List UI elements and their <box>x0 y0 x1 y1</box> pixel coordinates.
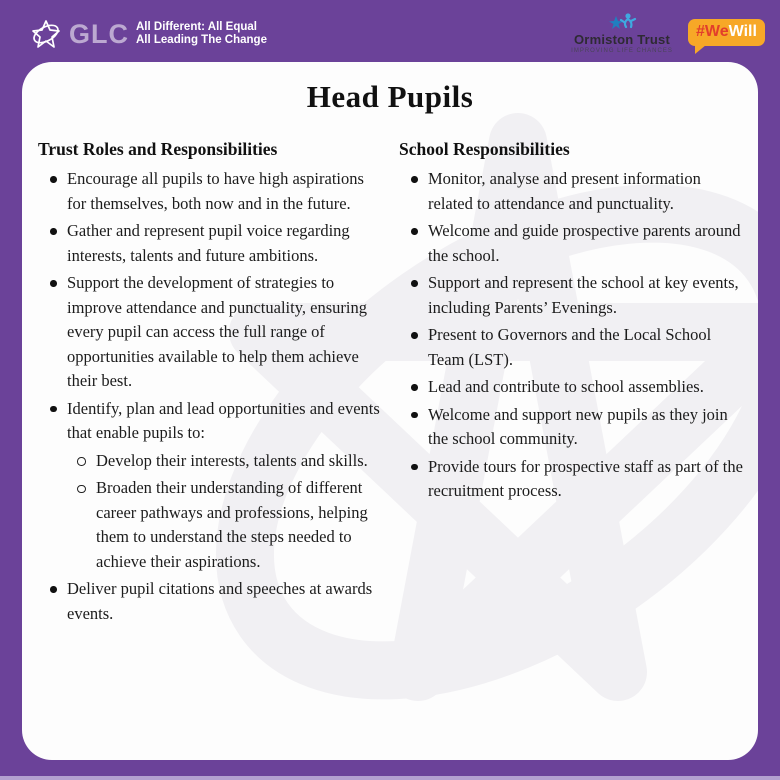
card-content <box>22 79 758 629</box>
bottom-accent-strip <box>0 776 780 780</box>
wewill-rest-text: Will <box>728 23 757 40</box>
list-item: Welcome and guide prospective parents around the school. <box>397 219 744 268</box>
list-item: Monitor, analyse and present information related to attendance and punctuality. <box>397 167 744 216</box>
list-item: Support the development of strategies to improve attendance and punctuality, ensuring every pupil can access the full range of opportunities available to help them achieve their best. <box>36 271 383 394</box>
two-column-layout <box>22 115 758 629</box>
glc-star-icon <box>30 18 62 50</box>
list-item: Gather and represent pupil voice regarding interests, talents and future ambitions. <box>36 219 383 268</box>
top-header-bar <box>0 0 780 62</box>
ormiston-trust-name: Ormiston Trust <box>574 32 670 47</box>
list-item: Present to Governors and the Local School Team (LST). <box>397 323 744 372</box>
ormiston-trust-logo <box>558 12 686 54</box>
content-card <box>22 62 758 760</box>
wewill-badge <box>688 19 765 46</box>
bullet-list <box>36 167 383 626</box>
page-title: Head Pupils <box>306 79 474 114</box>
bullet-list <box>397 167 744 504</box>
list-item: Encourage all pupils to have high aspirations for themselves, both now and in the future. <box>36 167 383 216</box>
glc-tagline-line2: All Leading The Change <box>136 34 267 46</box>
glc-tagline <box>136 21 267 48</box>
list-item: Provide tours for prospective staff as part of the recruitment process. <box>397 455 744 504</box>
list-item: Support and represent the school at key events, including Parents’ Evenings. <box>397 271 744 320</box>
glc-wordmark: GLC <box>69 18 129 49</box>
column-trust-roles <box>36 139 383 629</box>
ormiston-star-icon <box>558 12 686 32</box>
list-item: Broaden their understanding of different career pathways and professions, helping them to understand the steps needed to achieve their aspirations. <box>36 476 383 574</box>
glc-tagline-line1: All Different: All Equal <box>136 20 257 33</box>
list-item: Lead and contribute to school assemblies. <box>397 375 744 400</box>
ormiston-trust-tagline: IMPROVING LIFE CHANCES <box>571 48 673 54</box>
list-item: Welcome and support new pupils as they join the school community. <box>397 403 744 452</box>
list-item: Develop their interests, talents and skills. <box>36 449 383 474</box>
list-item: Deliver pupil citations and speeches at awards events. <box>36 577 383 626</box>
wewill-hash-text: #We <box>696 23 729 40</box>
column-heading: School Responsibilities <box>399 139 570 159</box>
glc-logo <box>30 18 267 50</box>
column-heading: Trust Roles and Responsibilities <box>38 139 278 159</box>
list-item: Identify, plan and lead opportunities and events that enable pupils to: <box>36 397 383 446</box>
column-school-responsibilities <box>397 139 744 629</box>
